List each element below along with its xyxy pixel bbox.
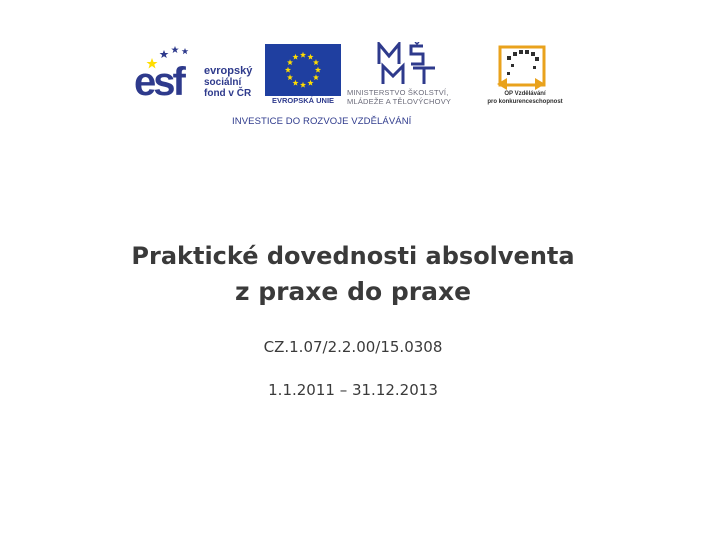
slide-title xyxy=(0,238,706,310)
op-logo-icon xyxy=(497,44,549,90)
eu-star-icon xyxy=(285,67,291,73)
eu-star-icon xyxy=(292,80,298,86)
esf-text-line: sociální xyxy=(204,77,242,88)
msmt-text-line: MLÁDEŽE A TĚLOVÝCHOVY xyxy=(347,97,452,106)
msmt-logo xyxy=(347,42,475,106)
eu-label: EVROPSKÁ UNIE xyxy=(271,96,335,105)
logo-bar xyxy=(134,42,574,134)
op-logo xyxy=(479,44,571,110)
eu-star-icon xyxy=(307,54,313,60)
eu-star-icon xyxy=(307,80,313,86)
project-code: CZ.1.07/2.2.00/15.0308 xyxy=(263,338,443,356)
esf-letters: esf xyxy=(134,60,183,104)
esf-text xyxy=(204,66,252,99)
project-period: 1.1.2011 – 31.12.2013 xyxy=(268,381,438,399)
esf-text-line: evropský xyxy=(204,65,253,77)
op-text-line: OP Vzdělávání xyxy=(504,91,546,97)
msmt-text xyxy=(347,88,475,106)
logo-tagline: INVESTICE DO ROZVOJE VZDĚLÁVÁNÍ xyxy=(232,116,412,127)
eu-star-icon xyxy=(313,59,319,65)
eu-star-icon xyxy=(300,52,306,58)
eu-star-icon xyxy=(300,82,306,88)
slide-title-line: z praxe do praxe xyxy=(234,277,472,306)
eu-flag-icon xyxy=(265,44,341,96)
esf-logo xyxy=(134,44,256,108)
op-text xyxy=(479,90,571,106)
op-text-line: pro konkurenceschopnost xyxy=(487,99,563,105)
msmt-monogram-icon xyxy=(375,42,447,86)
eu-star-icon xyxy=(287,59,293,65)
eu-star-icon xyxy=(292,54,298,60)
slide-title-line: Praktické dovednosti absolventa xyxy=(131,242,575,270)
esf-text-line: fond v ČR xyxy=(204,88,252,99)
eu-star-icon xyxy=(287,74,293,80)
eu-star-icon xyxy=(315,67,321,73)
msmt-text-line: MINISTERSTVO ŠKOLSTVÍ, xyxy=(347,88,449,97)
eu-logo xyxy=(265,44,341,106)
eu-star-icon xyxy=(313,74,319,80)
